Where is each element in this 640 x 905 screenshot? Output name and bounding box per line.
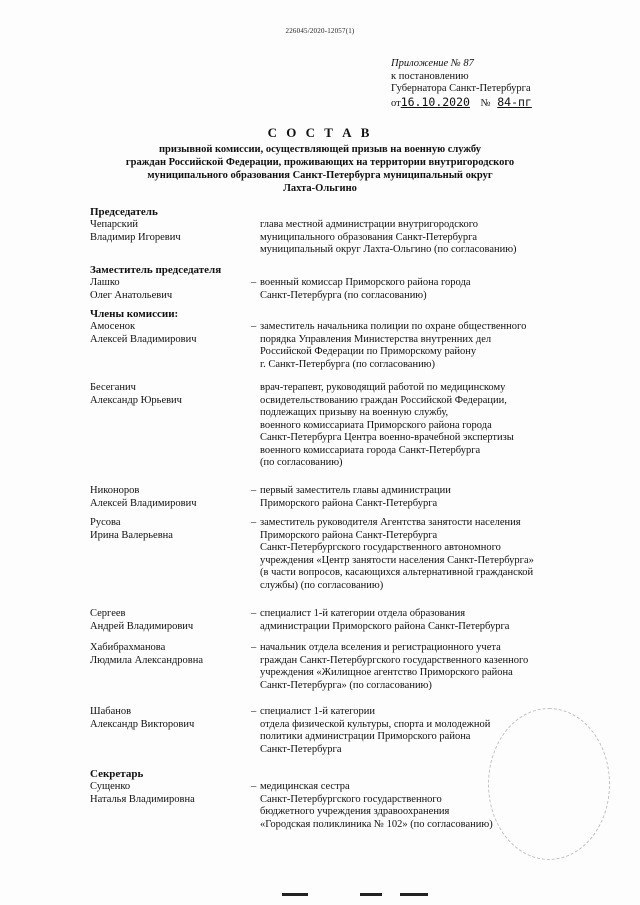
appendix-resolution: к постановлению [391,70,469,82]
member-role: военный комиссар Приморского района города Санкт-Петербурга (по согласованию) [260,277,471,301]
title-line-3: муниципального образования Санкт-Петербурга муниципальный округ [147,170,493,181]
member-dash: – [251,608,257,619]
number-value: 84-пг [497,94,532,109]
member-role: медицинская сестра Санкт-Петербургского государственного бюджетного учреждения здравоохранения «Городская поликлиника № 102» (по согласованию) [260,781,493,830]
member-dash: – [251,781,257,792]
member-dash: – [251,642,257,653]
section-deputy: Заместитель председателя [90,264,222,276]
document-title: С О С Т А В [267,125,373,140]
member-dash: – [251,485,257,496]
member-role: специалист 1-й категории отдела физической культуры, спорта и молодежной политики администрации Приморского района Санкт-Петербурга [260,706,491,755]
appendix-number: Приложение № 87 [391,58,474,69]
member-name: Никоноров Алексей Владимирович [90,485,197,509]
appendix-governor: Губернатора Санкт-Петербурга [391,83,531,94]
member-role: врач-терапевт, руководящий работой по медицинскому освидетельствованию граждан Российской Федерации, подлежащих призыву на военную службу, военного комиссариата Приморского района города Санкт-Петербурга Центра военно-врачебной экспертизы военного комиссариата города Санкт-Петербурга (по согласованию) [260,382,514,468]
member-role: начальник отдела вселения и регистрационного учета граждан Санкт-Петербургского государственного казенного учреждения «Жилищное агентство Приморского района Санкт-Петербурга» (по согласованию) [260,642,529,691]
member-name: Русова Ирина Валерьевна [90,517,173,541]
member-dash: – [251,321,257,332]
member-role: глава местной администрации внутригородского муниципального образования Санкт-Петербурга муниципальный округ Лахта-Ольгино (по согласованию) [260,219,517,255]
member-name: Сущенко Наталья Владимировна [90,781,195,805]
section-chairman: Председатель [90,206,158,218]
date-value: 16.10.2020 [400,94,470,109]
member-role: заместитель руководителя Агентства занятости населения Приморского района Санкт-Петербурга Санкт-Петербургского государственного автономного учреждения «Центр занятости населения Санкт-Петербурга» (в части вопросов, касающихся альтернативной гражданской службы) (по согласованию) [260,517,534,591]
member-name: Чепарский Владимир Игоревич [90,219,181,243]
member-dash: – [251,706,257,717]
document-id: 226045/2020-12057(1) [285,27,355,35]
member-name: Хабибрахманова Людмила Александровна [90,642,204,666]
section-members: Члены комиссии: [90,308,179,320]
member-dash: – [251,277,257,288]
date-prefix: от [391,97,401,109]
title-line-4: Лахта-Ольгино [283,183,357,194]
member-role: первый заместитель главы администрации Приморского района Санкт-Петербурга [260,485,451,509]
member-dash: – [251,517,257,528]
number-sign: № [480,97,491,109]
member-name: Амосенок Алексей Владимирович [90,321,197,345]
member-name: Лашко Олег Анатольевич [90,277,173,301]
member-name: Бесеганич Александр Юрьевич [90,382,182,406]
member-role: специалист 1-й категории отдела образования администрации Приморского района Санкт-Петербурга [260,608,510,632]
title-line-2: граждан Российской Федерации, проживающих на территории внутригородского [125,157,515,168]
section-secretary: Секретарь [90,768,144,780]
member-name: Сергеев Андрей Владимирович [90,608,194,632]
seal-stamp [488,708,610,860]
member-role: заместитель начальника полиции по охране общественного порядка Управления Министерства внутренних дел Российской Федерации по Приморскому району г. Санкт-Петербурга (по согласованию) [260,321,527,370]
member-name: Шабанов Александр Викторович [90,706,195,730]
title-line-1: призывной комиссии, осуществляющей призыв на военную службу [159,144,481,155]
bottom-scan-marks [282,893,482,897]
